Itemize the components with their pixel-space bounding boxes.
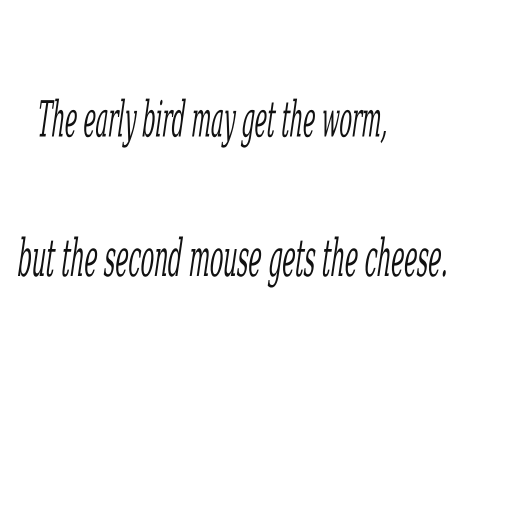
handwritten-line-2: but the second mouse gets the cheese. <box>16 229 451 289</box>
handwritten-line-1: The early bird may get the worm, <box>36 91 390 150</box>
